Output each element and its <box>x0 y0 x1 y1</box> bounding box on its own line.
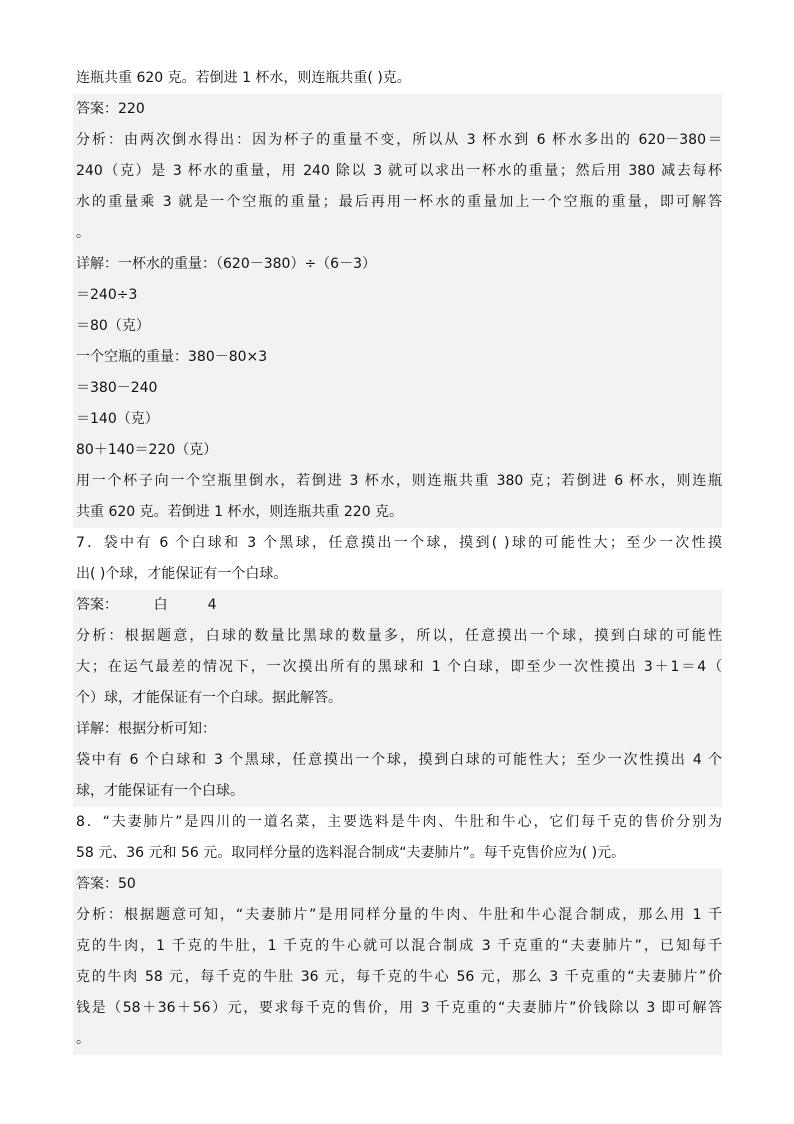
answer-line: 答案：220 <box>73 94 722 125</box>
analysis-line: 。 <box>73 1024 722 1055</box>
analysis-line: 分析：根据题意可知，“夫妻肺片”是用同样分量的牛肉、牛肚和牛心混合制成，那么用 1 千 <box>73 900 722 931</box>
detail-line: 用一个杯子向一个空瓶里倒水，若倒进 3 杯水，则连瓶共重 380 克；若倒进 6 杯水，则连瓶 <box>73 466 722 497</box>
question-line: 出( )个球，才能保证有一个白球。 <box>76 566 288 582</box>
analysis-line: 。 <box>73 218 722 249</box>
detail-line: 袋中有 6 个白球和 3 个黑球，任意摸出一个球，摸到白球的可能性大；至少一次性摸出 4 个 <box>73 745 722 776</box>
answer-line: 答案： 白 4 <box>73 590 722 621</box>
detail-line: 详解：一杯水的重量：（620－380）÷（6－3） <box>73 249 722 280</box>
analysis-line: 分析：由两次倒水得出：因为杯子的重量不变，所以从 3 杯水到 6 杯水多出的 620－380＝ <box>73 125 722 156</box>
analysis-line: 大；在运气最差的情况下，一次摸出所有的黑球和 1 个白球，即至少一次性摸出 3＋1＝4（ <box>73 652 722 683</box>
detail-line: ＝80（克） <box>73 311 722 342</box>
analysis-line: 钱是（58＋36＋56）元，要求每千克的售价，用 3 千克重的“夫妻肺片”价钱除以 3 即可解答 <box>73 993 722 1024</box>
detail-line: 共重 620 克。若倒进 1 杯水，则连瓶共重 220 克。 <box>73 497 722 528</box>
detail-line: ＝380－240 <box>73 373 722 404</box>
question-line: 8．“夫妻肺片”是四川的一道名菜，主要选料是牛肉、牛肚和牛心，它们每千克的售价分别为 <box>76 814 722 830</box>
analysis-line: 分析：根据题意，白球的数量比黑球的数量多，所以，任意摸出一个球，摸到白球的可能性 <box>73 621 722 652</box>
detail-line: 详解：根据分析可知： <box>73 714 722 745</box>
analysis-line: 个）球，才能保证有一个白球。据此解答。 <box>73 683 722 714</box>
question-line: 58 元、36 元和 56 元。取同样分量的选料混合制成“夫妻肺片”。每千克售价应为( )元。 <box>76 845 626 861</box>
detail-line: ＝240÷3 <box>73 280 722 311</box>
document-page <box>73 63 722 1055</box>
analysis-line: 克的牛肉 58 元，每千克的牛肚 36 元，每千克的牛心 56 元，那么 3 千克重的“夫妻肺片”价 <box>73 962 722 993</box>
text-line: 连瓶共重 620 克。若倒进 1 杯水，则连瓶共重( )克。 <box>76 70 411 86</box>
analysis-line: 克的牛肉，1 千克的牛肚，1 千克的牛心就可以混合制成 3 千克重的“夫妻肺片”，已知每千 <box>73 931 722 962</box>
analysis-line: 水的重量乘 3 就是一个空瓶的重量；最后再用一杯水的重量加上一个空瓶的重量，即可解答 <box>73 187 722 218</box>
detail-line: 80＋140＝220（克） <box>73 435 722 466</box>
answer-line: 答案：50 <box>73 869 722 900</box>
analysis-line: 240（克）是 3 杯水的重量，用 240 除以 3 就可以求出一杯水的重量；然后用 380 减去每杯 <box>73 156 722 187</box>
question-line: 7．袋中有 6 个白球和 3 个黑球，任意摸出一个球，摸到( )球的可能性大；至少一次性摸 <box>76 535 722 551</box>
detail-line: 一个空瓶的重量：380－80×3 <box>73 342 722 373</box>
detail-line: ＝140（克） <box>73 404 722 435</box>
detail-line: 球，才能保证有一个白球。 <box>73 776 722 807</box>
